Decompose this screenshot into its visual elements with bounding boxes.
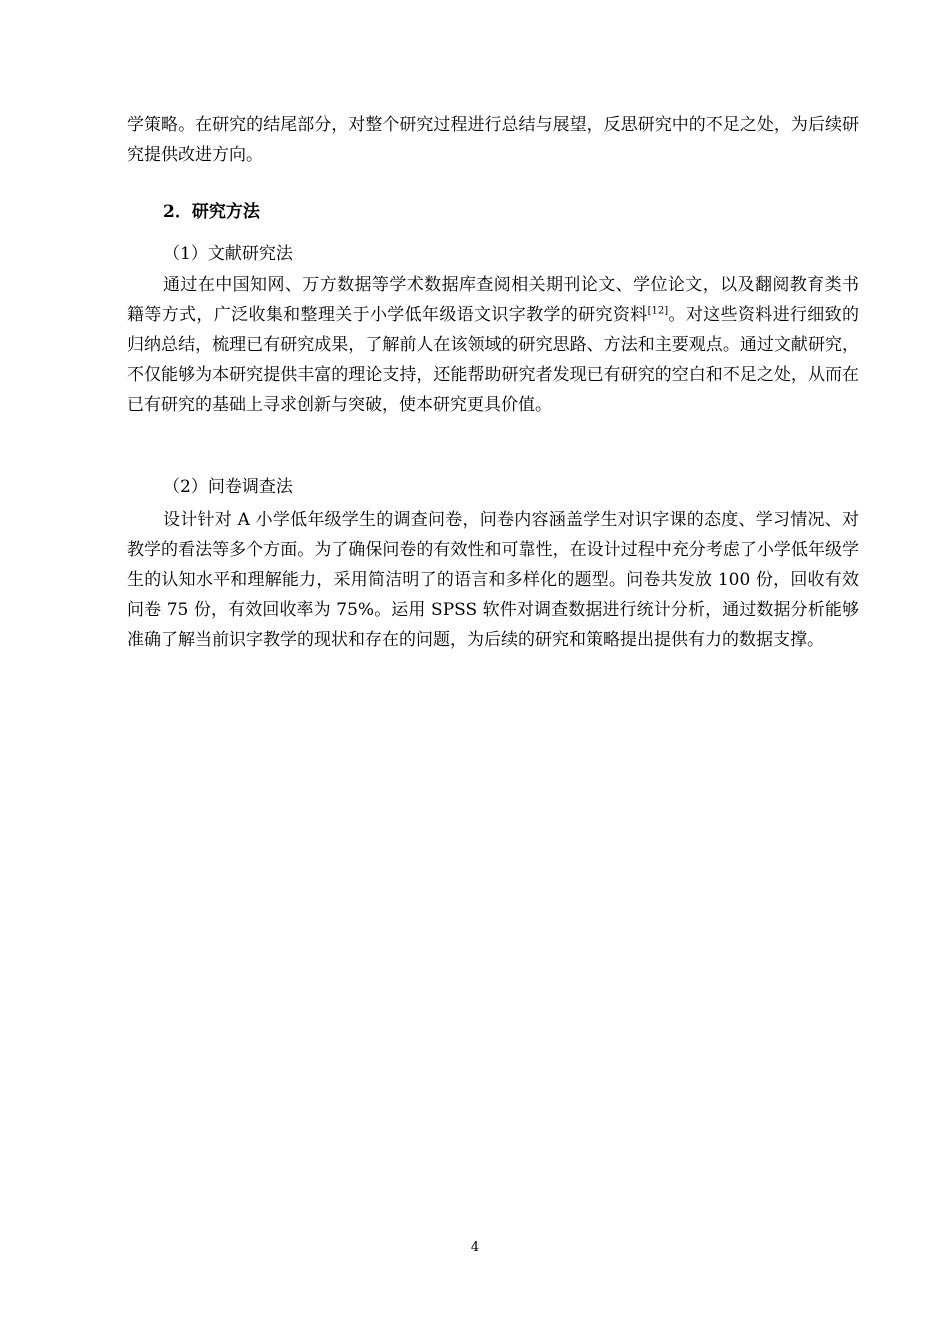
literature-method-paragraph xyxy=(127,270,859,420)
continuation-text: 学策略。在研究的结尾部分，对整个研究过程进行总结与展望，反思研究中的不足之处，为后续研究提供改进方向。 xyxy=(127,115,859,165)
literature-paragraph-text xyxy=(127,270,859,420)
questionnaire-method-paragraph xyxy=(127,505,859,655)
literature-text-part2: 。对这些资料进行细致的归纳总结，梳理已有研究成果，了解前人在该领域的研究思路、方法和主要观点。通过文献研究，不仅能够为本研究提供丰富的理论支持，还能帮助研究者发现已有研究的空白和不足之处，从而在已有研究的基础上寻求创新与突破，使本研究更具价值。 xyxy=(127,305,860,415)
section-heading: 2．研究方法 xyxy=(163,202,260,222)
citation-reference: [12] xyxy=(647,305,669,317)
subsection-heading-literature: （1）文献研究法 xyxy=(163,244,293,264)
subsection-heading-questionnaire: （2）问卷调查法 xyxy=(163,477,293,497)
page-number: 4 xyxy=(470,1240,480,1255)
literature-text-part1: 通过在中国知网、万方数据等学术数据库查阅相关期刊论文、学位论文，以及翻阅教育类书籍等方式，广泛收集和整理关于小学低年级语文识字教学的研究资料 xyxy=(127,275,859,325)
questionnaire-paragraph-text: 设计针对 A 小学低年级学生的调查问卷，问卷内容涵盖学生对识字课的态度、学习情况、对教学的看法等多个方面。为了确保问卷的有效性和可靠性，在设计过程中充分考虑了小学低年级学生的认知水平和理解能力，采用简洁明了的语言和多样化的题型。问卷共发放 100 份，回收有效问卷 75 份，有效回收率为 75%。运用 SPSS 软件对调查数据进行统计分析，通过数据分析能够准确了解当前识字教学的现状和存在的问题，为后续的研究和策略提出提供有力的数据支撑。 xyxy=(127,510,859,650)
continuation-paragraph xyxy=(127,110,859,170)
